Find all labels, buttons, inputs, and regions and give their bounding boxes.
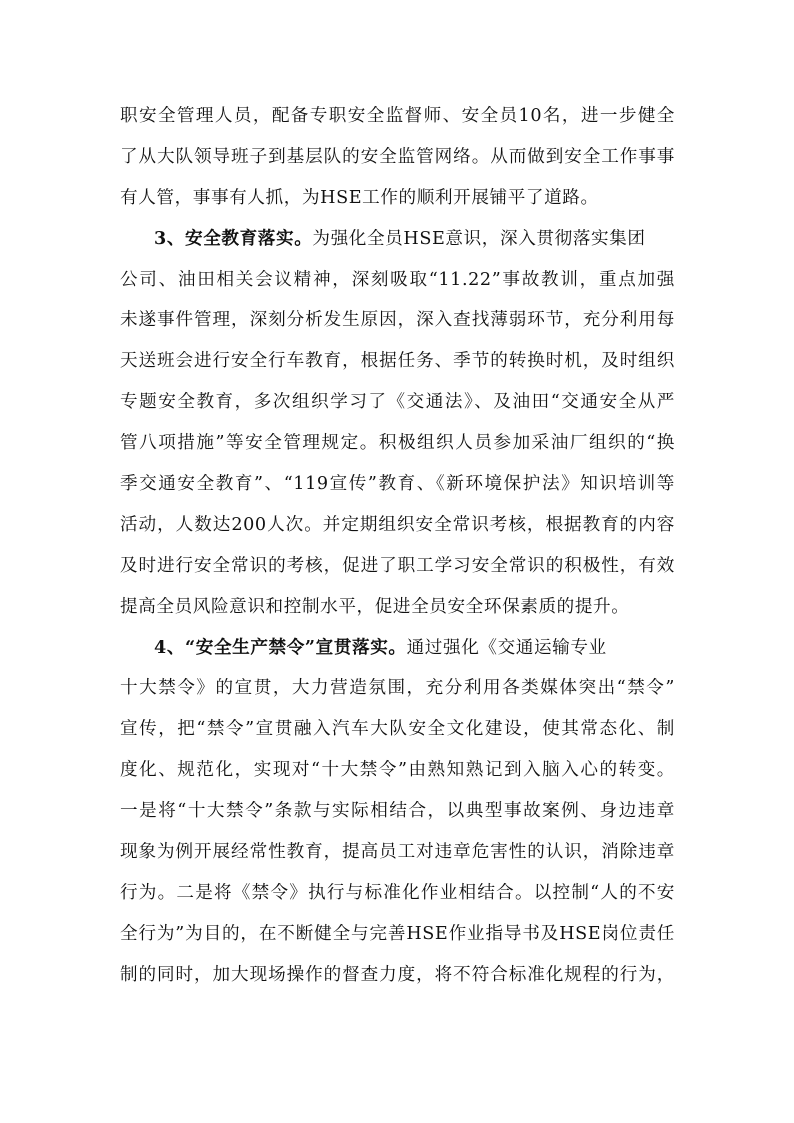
paragraph-line: 及时进行安全常识的考核，促进了职工学习安全常识的积极性，有效	[120, 555, 675, 576]
paragraph-line: 职安全管理人员，配备专职安全监督师、安全员10名，进一步健全	[120, 106, 675, 126]
section-heading-3: 3、安全教育落实。	[154, 227, 313, 249]
paragraph-line: 度化、规范化，实现对“十大禁令”由熟知熟记到入脑入心的转变。	[120, 760, 675, 781]
section-heading-4: 4、“安全生产禁令”宣贯落实。	[154, 636, 407, 658]
section-4-first-line	[120, 628, 675, 669]
paragraph-line: 现象为例开展经常性教育，提高员工对违章危害性的认识，消除违章	[120, 842, 675, 863]
paragraph-line: 一是将“十大禁令”条款与实际相结合，以典型事故案例、身边违章	[120, 801, 675, 822]
paragraph-line: 有人管，事事有人抓，为HSE工作的顺利开展铺平了道路。	[120, 187, 599, 208]
paragraph-line: 了从大队领导班子到基层队的安全监管网络。从而做到安全工作事事	[120, 146, 675, 167]
paragraph-line: 制的同时，加大现场操作的督查力度，将不符合标准化规程的行为，	[120, 964, 675, 985]
paragraph-line: 十大禁令》的宣贯，大力营造氛围，充分利用各类媒体突出“禁令”	[120, 678, 675, 699]
paragraph-line: 行为。二是将《禁令》执行与标准化作业相结合。以控制“人的不安	[120, 882, 675, 903]
paragraph-line: 全行为”为目的，在不断健全与完善HSE作业指导书及HSE岗位责任	[120, 923, 675, 944]
paragraph-line: 专题安全教育，多次组织学习了《交通法》、及油田“交通安全从严	[120, 392, 675, 413]
body-text	[120, 96, 675, 996]
paragraph-line: 为强化全员HSE意识，深入贯彻落实集团	[312, 228, 646, 249]
paragraph-line: 活动，人数达200人次。并定期组织安全常识考核，根据教育的内容	[120, 514, 675, 535]
paragraph-line: 提高全员风险意识和控制水平，促进全员安全环保素质的提升。	[120, 596, 630, 617]
paragraph-line: 宣传，把“禁令”宣贯融入汽车大队安全文化建设，使其常态化、制	[120, 719, 675, 740]
paragraph-line: 公司、油田相关会议精神，深刻吸取“11.22”事故教训，重点加强	[120, 269, 675, 290]
paragraph-line: 未遂事件管理，深刻分析发生原因，深入查找薄弱环节，充分利用每	[120, 310, 675, 331]
paragraph-line: 季交通安全教育”、“119宣传”教育、《新环境保护法》知识培训等	[120, 474, 675, 495]
paragraph-line: 天送班会进行安全行车教育，根据任务、季节的转换时机，及时组织	[120, 351, 675, 372]
section-3-first-line	[120, 219, 675, 260]
paragraph-line: 管八项措施”等安全管理规定。积极组织人员参加采油厂组织的“换	[120, 433, 675, 454]
paragraph-line: 通过强化《交通运输专业	[406, 637, 607, 658]
